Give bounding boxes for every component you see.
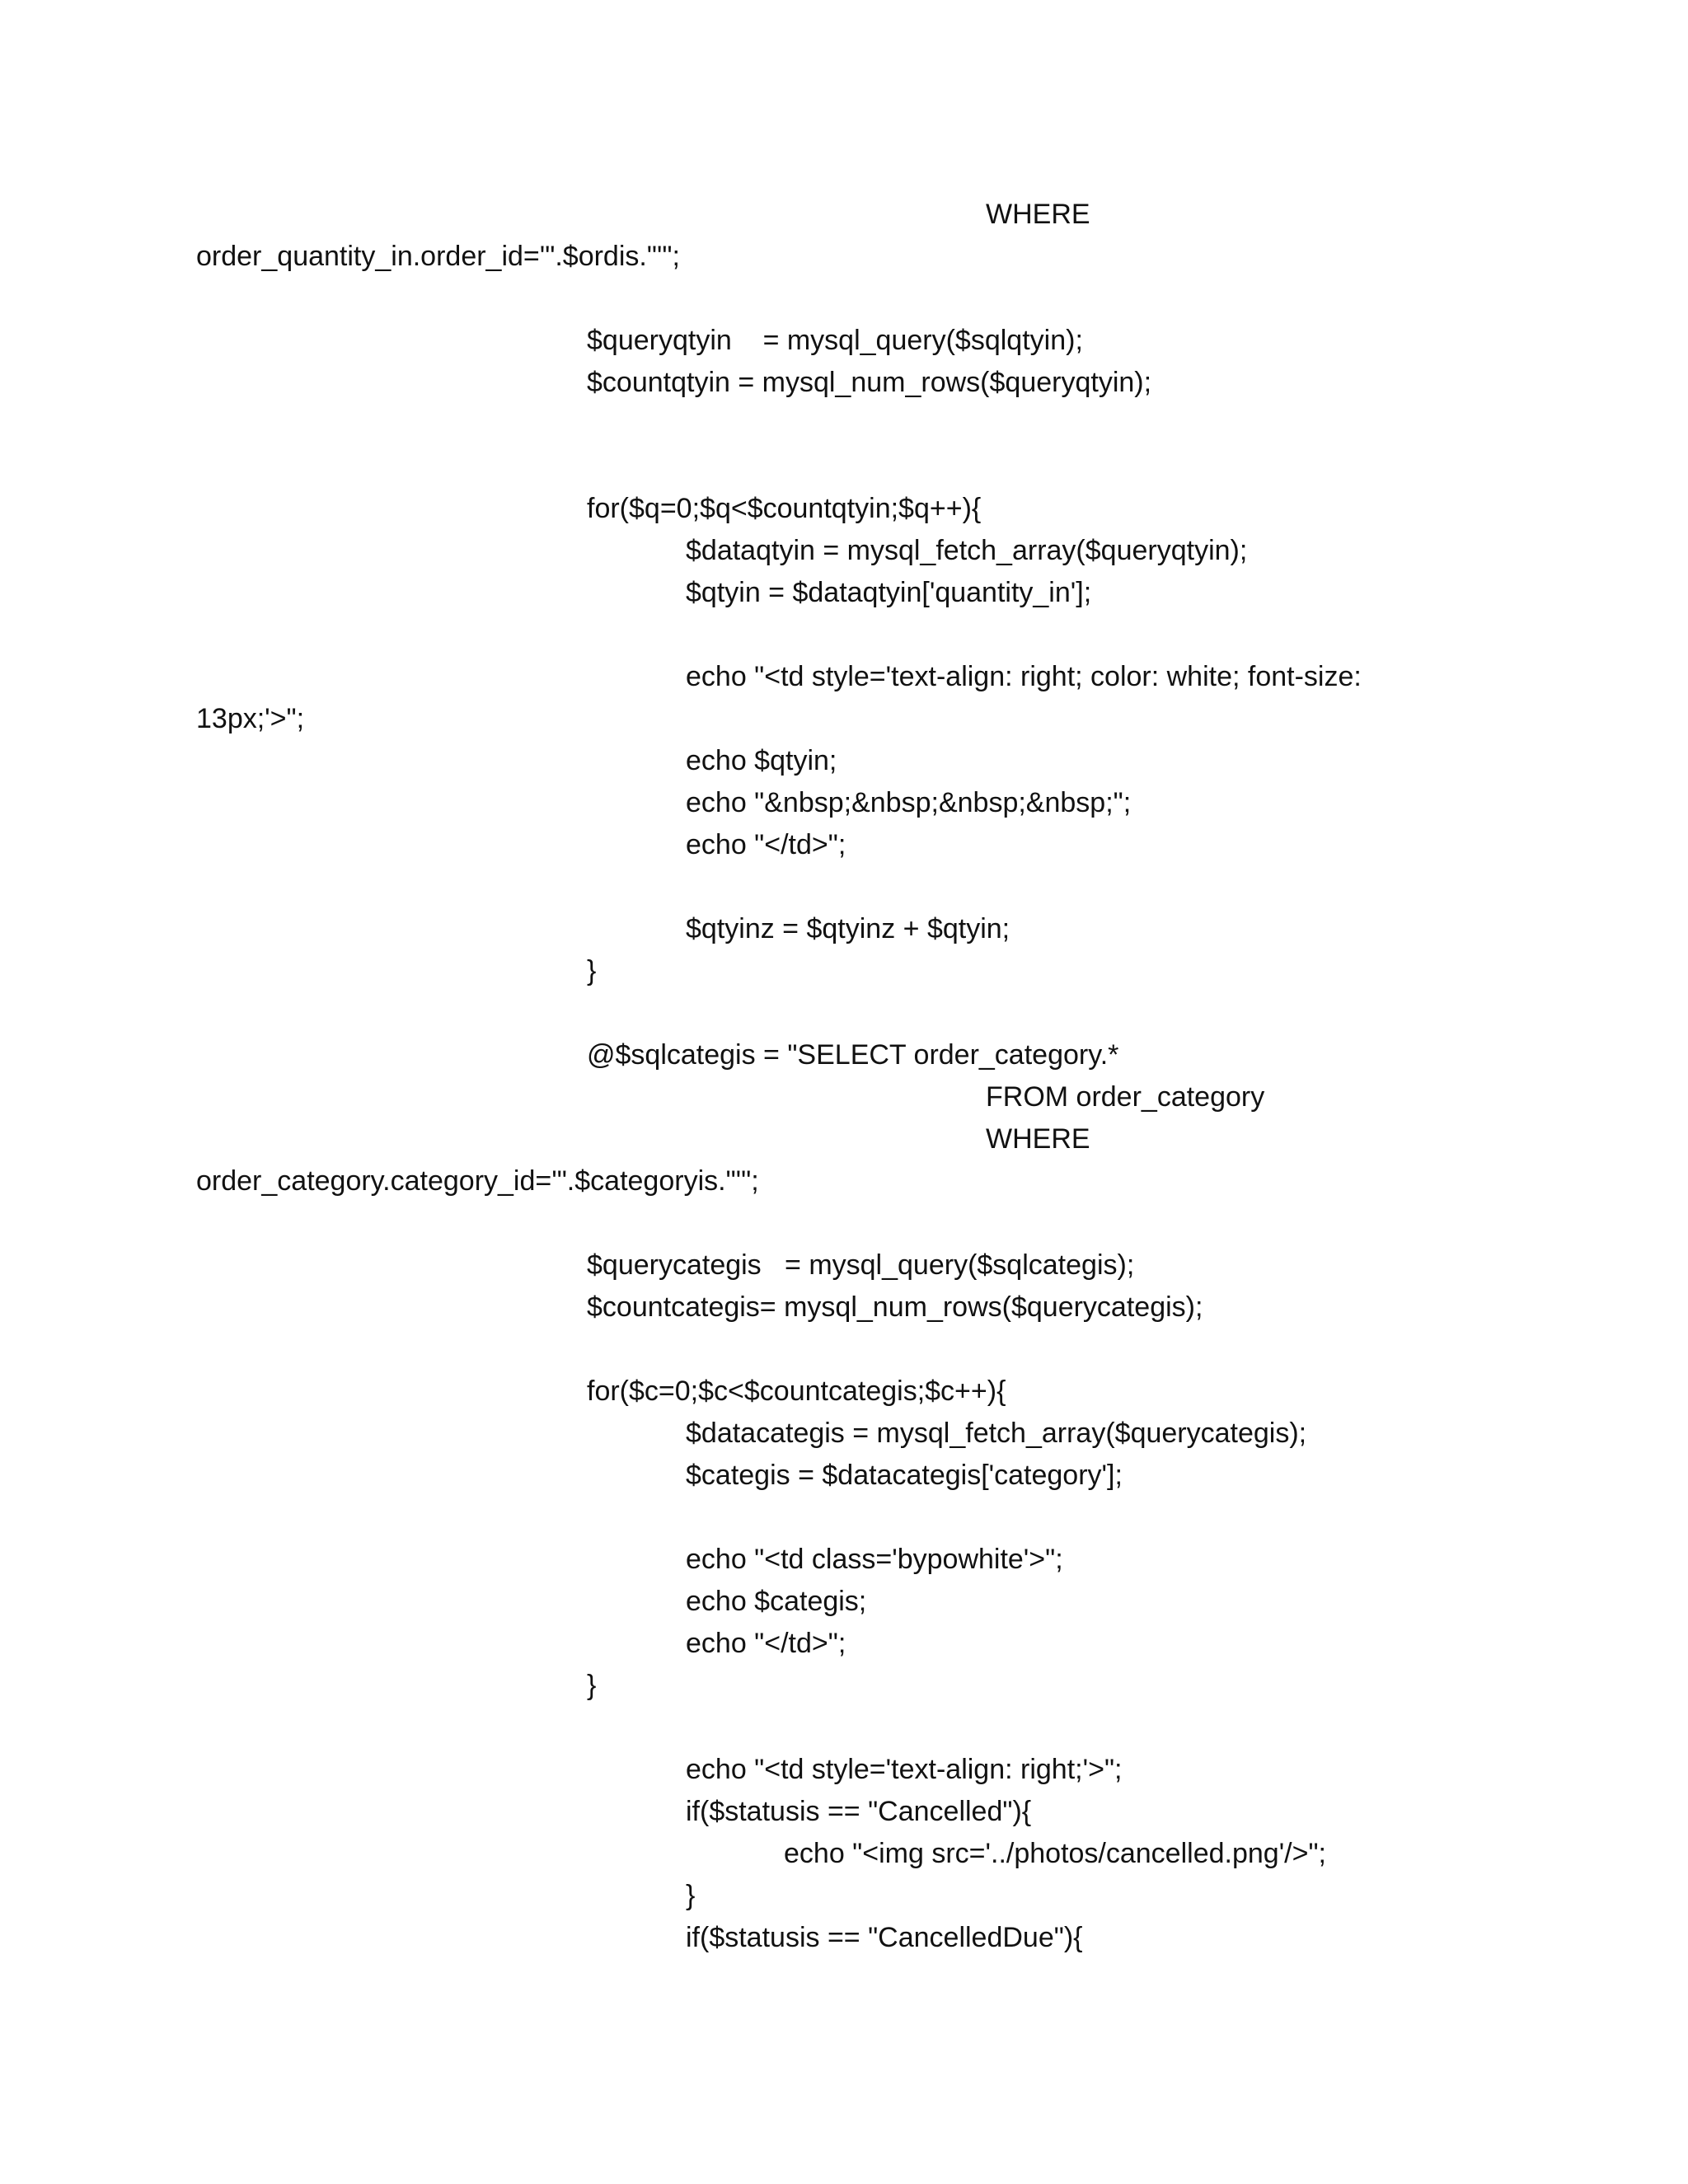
code-line: if($statusis == "CancelledDue"){ <box>686 1922 1083 1953</box>
code-line: echo "<td style='text-align: right; color: white; font-size: <box>686 661 1362 692</box>
code-line: order_quantity_in.order_id='".$ordis."'"; <box>196 241 680 272</box>
code-line: FROM order_category <box>986 1081 1265 1113</box>
code-line: echo "<img src='../photos/cancelled.png'/>"; <box>784 1838 1327 1869</box>
code-line: echo "</td>"; <box>686 1628 846 1659</box>
code-line: echo "<td class='bypowhite'>"; <box>686 1544 1063 1575</box>
code-line: $qtyinz = $qtyinz + $qtyin; <box>686 913 1010 944</box>
code-line: WHERE <box>986 1123 1090 1155</box>
code-line: } <box>587 1670 597 1701</box>
code-line: echo $qtyin; <box>686 745 837 776</box>
code-line: echo "&nbsp;&nbsp;&nbsp;&nbsp;"; <box>686 787 1132 818</box>
code-line: $queryqtyin = mysql_query($sqlqtyin); <box>587 325 1083 356</box>
code-line: $dataqtyin = mysql_fetch_array($queryqtyin); <box>686 535 1248 566</box>
code-line: @$sqlcategis = "SELECT order_category.* <box>587 1039 1119 1071</box>
code-line: $querycategis = mysql_query($sqlcategis); <box>587 1249 1135 1281</box>
code-line: $countcategis= mysql_num_rows($querycategis); <box>587 1291 1203 1323</box>
code-line: } <box>686 1880 696 1911</box>
code-line: } <box>587 955 597 987</box>
code-line: echo "</td>"; <box>686 829 846 860</box>
code-line: $categis = $datacategis['category']; <box>686 1460 1123 1491</box>
code-line: $datacategis = mysql_fetch_array($querycategis); <box>686 1418 1307 1449</box>
code-line: $qtyin = $dataqtyin['quantity_in']; <box>686 577 1092 608</box>
code-line: 13px;'>"; <box>196 703 305 734</box>
code-line: order_category.category_id='".$categoryis."'"; <box>196 1165 759 1197</box>
code-line: if($statusis == "Cancelled"){ <box>686 1796 1032 1827</box>
code-line: for($q=0;$q<$countqtyin;$q++){ <box>587 493 982 524</box>
code-line: $countqtyin = mysql_num_rows($queryqtyin); <box>587 367 1152 398</box>
code-line: echo "<td style='text-align: right;'>"; <box>686 1754 1123 1785</box>
code-line: echo $categis; <box>686 1586 867 1617</box>
code-line: WHERE <box>986 199 1090 230</box>
code-line: for($c=0;$c<$countcategis;$c++){ <box>587 1376 1006 1407</box>
